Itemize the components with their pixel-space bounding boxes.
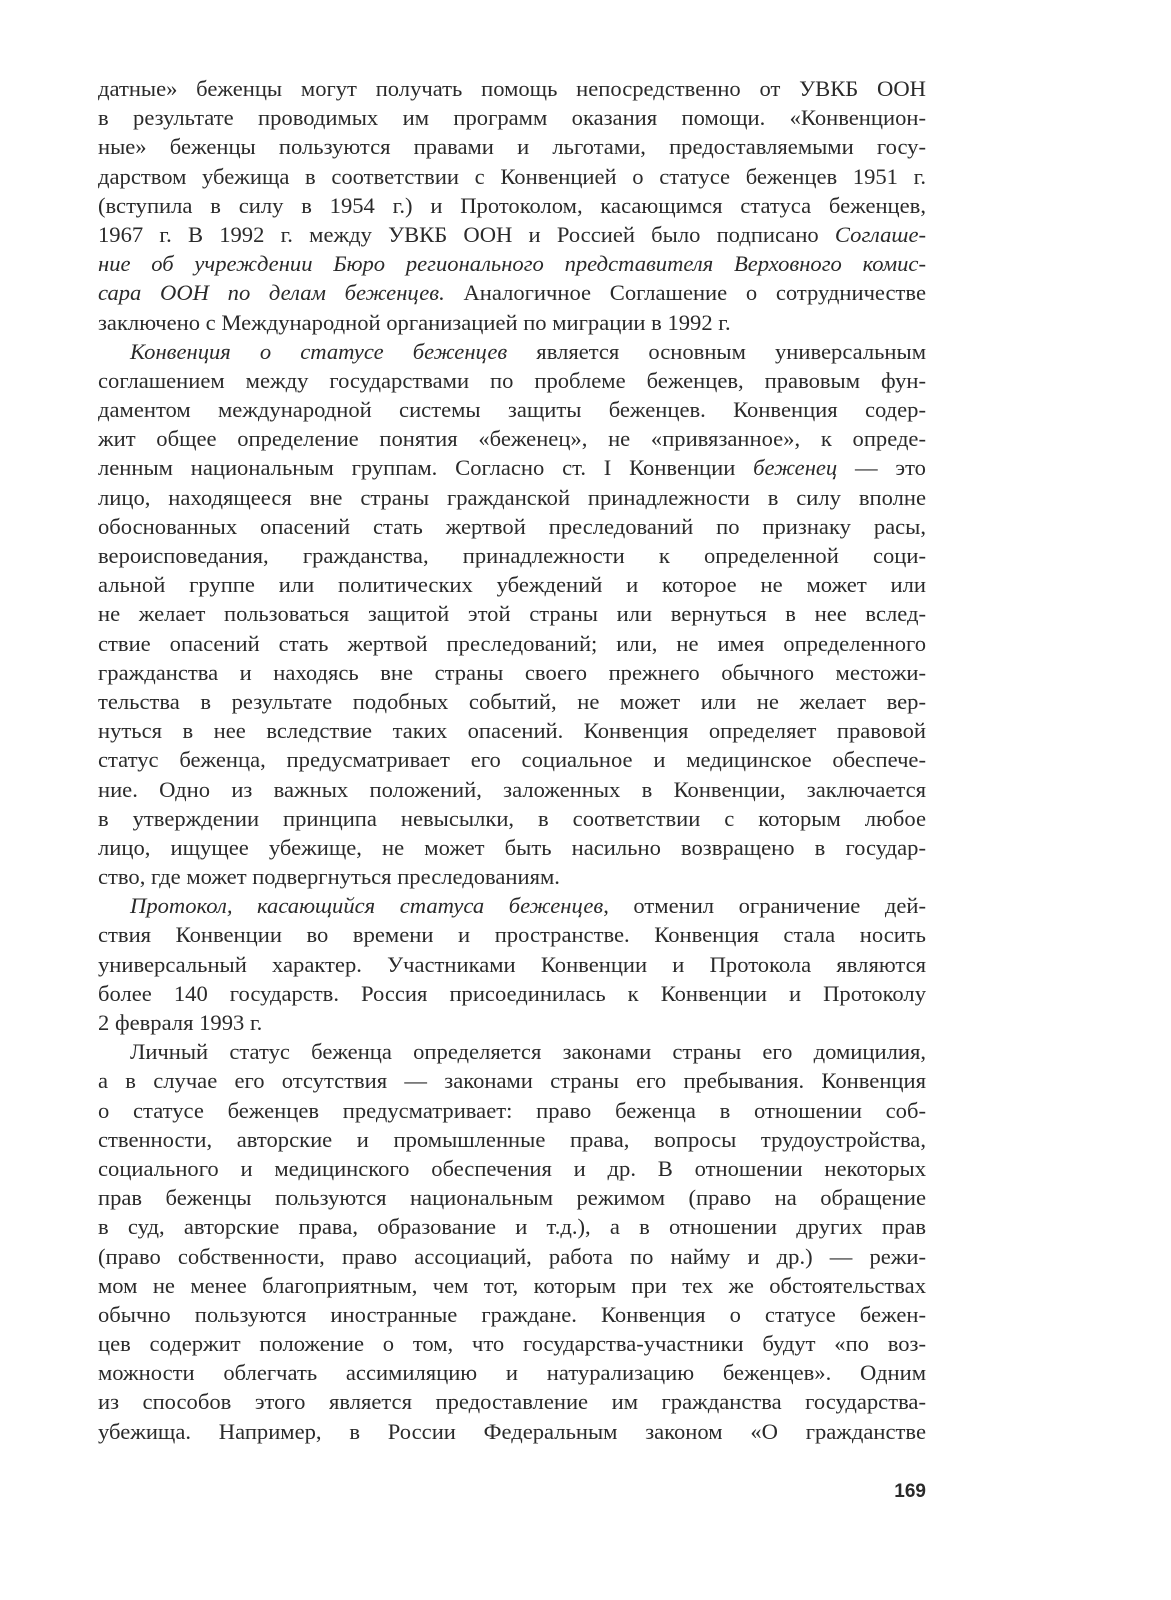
text-run: о статусе беженцев предусматривает: право беженца в отношении соб- [98, 1097, 926, 1123]
text-line [98, 716, 926, 745]
text-line [98, 1358, 926, 1387]
text-line [98, 1066, 926, 1095]
text-run: социального и медицинского обеспечения и др. В отношении некоторых [98, 1155, 926, 1181]
text-line [98, 570, 926, 599]
text-line [98, 599, 926, 628]
text-line [98, 1329, 926, 1358]
text-run: прав беженцы пользуются национальным режимом (право на обращение [98, 1185, 926, 1211]
text-line [98, 74, 926, 103]
text-run: альной группе или политических убеждений и которое не может или [98, 572, 926, 598]
text-run: , отменил ограничение дей- [603, 893, 927, 919]
text-run: (право собственности, право ассоциаций, работа по найму и др.) — режи- [98, 1243, 926, 1269]
text-line [98, 366, 926, 395]
document-body [98, 74, 926, 1446]
text-run: статус беженца, предусматривает его социальное и медицинское обеспече- [98, 747, 926, 773]
text-run: обоснованных опасений стать жертвой преследований по признаку расы, [98, 513, 926, 539]
text-run: нуться в нее вследствие таких опасений. Конвенция определяет правовой [98, 718, 926, 744]
text-run: тельства в результате подобных событий, не может или не желает вер- [98, 688, 926, 714]
text-run: в утверждении принципа невысылки, в соответствии с которым любое [98, 805, 926, 831]
text-run: гражданства и находясь вне страны своего прежнего обычного местожи- [98, 659, 926, 685]
text-run: более 140 государств. Россия присоединилась к Конвенции и Протоколу [98, 980, 926, 1006]
text-line [98, 103, 926, 132]
text-line [98, 191, 926, 220]
italic-term: Соглаше- [834, 221, 926, 247]
text-run: не желает пользоваться защитой этой страны или вернуться в нее вслед- [98, 601, 926, 627]
text-run: в суд, авторские права, образование и т.д.), а в отношении других прав [98, 1214, 926, 1240]
italic-term: Конвенция о статусе беженцев [130, 338, 508, 364]
text-line [98, 132, 926, 161]
text-line [98, 1212, 926, 1241]
italic-term: сара ООН по делам беженцев. [98, 280, 445, 306]
text-line [98, 483, 926, 512]
text-run: ственности, авторские и промышленные права, вопросы трудоустройства, [98, 1126, 926, 1152]
text-run: жит общее определение понятия «беженец», не «привязанное», к опреде- [98, 426, 926, 452]
text-line [98, 1037, 926, 1066]
text-line [98, 249, 926, 278]
text-run: из способов этого является предоставление им гражданства государства- [98, 1389, 926, 1415]
text-line [98, 541, 926, 570]
text-line [98, 687, 926, 716]
text-run: ленным национальным группам. Согласно ст. I Конвенции [98, 455, 754, 481]
text-line [98, 862, 926, 891]
text-line [98, 804, 926, 833]
text-line [98, 1154, 926, 1183]
text-run: ные» беженцы пользуются правами и льготами, предоставляемыми госу- [98, 134, 926, 160]
text-line [98, 395, 926, 424]
text-run: ние. Одно из важных положений, заложенных в Конвенции, заключается [98, 776, 926, 802]
text-run: в результате проводимых им программ оказания помощи. «Конвенцион- [98, 105, 926, 131]
text-line [98, 1300, 926, 1329]
text-line [98, 658, 926, 687]
text-line [98, 979, 926, 1008]
text-run: (вступила в силу в 1954 г.) и Протоколом, касающимся статуса беженцев, [98, 192, 926, 218]
text-run: 2 февраля 1993 г. [98, 1010, 263, 1035]
page-number: 169 [894, 1481, 926, 1502]
italic-term: Протокол, касающийся статуса беженцев [130, 893, 604, 919]
text-line [98, 629, 926, 658]
text-run: лицо, ищущее убежище, не может быть насильно возвращено в государ- [98, 834, 926, 860]
text-line [98, 220, 926, 249]
text-line [98, 1417, 926, 1446]
text-line [98, 1242, 926, 1271]
text-line [98, 337, 926, 366]
text-line [98, 1008, 926, 1037]
text-run: — это [837, 455, 926, 481]
text-line [98, 278, 926, 307]
text-run: ствие опасений стать жертвой преследований; или, не имея определенного [98, 630, 926, 656]
text-line [98, 162, 926, 191]
text-run: ствия Конвенции во времени и пространстве. Конвенция стала носить [98, 922, 926, 948]
text-run: даментом международной системы защиты беженцев. Конвенция содер- [98, 397, 926, 423]
text-line [98, 1387, 926, 1416]
text-line [98, 512, 926, 541]
text-line [98, 891, 926, 920]
text-run: соглашением между государствами по проблеме беженцев, правовым фун- [98, 367, 926, 393]
text-run: можности облегчать ассимиляцию и натурализацию беженцев». Одним [98, 1360, 926, 1386]
text-line [98, 745, 926, 774]
text-run: мом не менее благоприятным, чем тот, которым при тех же обстоятельствах [98, 1272, 926, 1298]
italic-term: ние об учреждении Бюро регионального представителя Верховного комис- [98, 251, 926, 277]
text-run: универсальный характер. Участниками Конвенции и Протокола являются [98, 951, 926, 977]
text-run: Личный статус беженца определяется законами страны его домицилия, [130, 1039, 926, 1065]
text-line [98, 453, 926, 482]
text-line [98, 1271, 926, 1300]
text-line [98, 308, 926, 337]
text-run: Аналогичное Соглашение о сотрудничестве [444, 280, 926, 306]
text-run: датные» беженцы могут получать помощь непосредственно от УВКБ ООН [98, 76, 926, 101]
text-run: является основным универсальным [507, 338, 926, 364]
text-line [98, 833, 926, 862]
text-line [98, 775, 926, 804]
text-line [98, 920, 926, 949]
text-run: заключено с Международной организацией по миграции в 1992 г. [98, 309, 731, 335]
text-line [98, 1183, 926, 1212]
text-run: а в случае его отсутствия — законами страны его пребывания. Конвенция [98, 1068, 926, 1094]
text-run: обычно пользуются иностранные граждане. Конвенция о статусе бежен- [98, 1301, 926, 1327]
italic-term: беженец [753, 455, 838, 481]
text-run: дарством убежища в соответствии с Конвенцией о статусе беженцев 1951 г. [98, 163, 926, 189]
text-run: 1967 г. В 1992 г. между УВКБ ООН и Россией было подписано [98, 221, 835, 247]
text-line [98, 424, 926, 453]
text-run: ство, где может подвергнуться преследованиям. [98, 864, 560, 890]
text-run: убежища. Например, в России Федеральным законом «О гражданстве [98, 1418, 926, 1444]
text-run: цев содержит положение о том, что государства-участники будут «по воз- [98, 1331, 926, 1357]
text-line [98, 1096, 926, 1125]
text-run: вероисповедания, гражданства, принадлежности к определенной соци- [98, 543, 926, 568]
text-line [98, 1125, 926, 1154]
text-line [98, 950, 926, 979]
text-run: лицо, находящееся вне страны гражданской принадлежности в силу вполне [98, 484, 926, 510]
